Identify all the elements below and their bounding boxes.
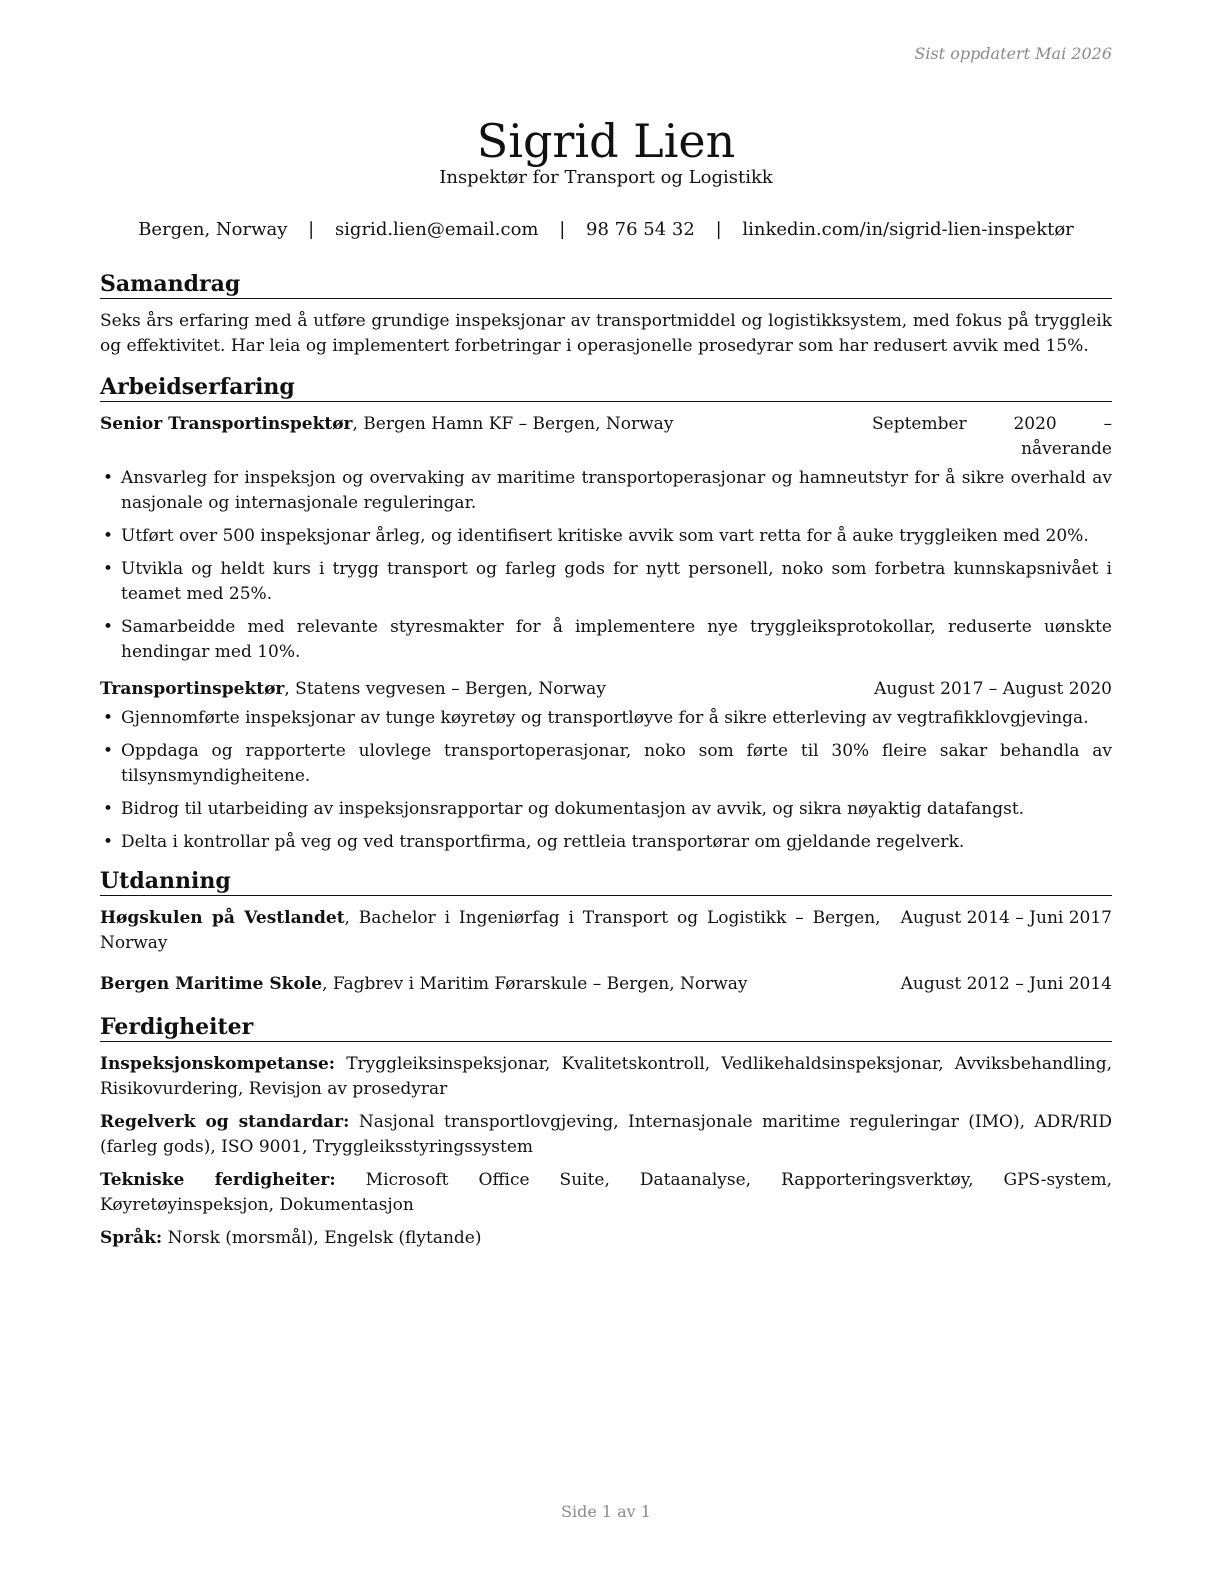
job-entry <box>100 677 1112 855</box>
job-header <box>100 412 1112 462</box>
experience-section <box>100 373 1112 855</box>
job-bullet: • Utvikla og heldt kurs i trygg transport og farleg gods for nytt personell, noko som forbetra kunnskapsnivået i teamet med 25%. <box>100 557 1112 607</box>
skill-label: Regelverk og standardar: <box>100 1112 350 1132</box>
candidate-title: Inspektør for Transport og Logistikk <box>439 167 773 188</box>
contact-linkedin[interactable]: linkedin.com/in/sigrid-lien-inspektør <box>742 219 1074 240</box>
job-bullet: • Utført over 500 inspeksjonar årleg, og identifisert kritiske avvik som vart retta for å auke tryggleiken med 20%. <box>100 524 1112 549</box>
job-employer: , Bergen Hamn KF – Bergen, Norway <box>352 414 674 434</box>
job-entry <box>100 412 1112 665</box>
skill-label: Inspeksjonskompetanse: <box>100 1054 336 1074</box>
last-updated-note: Sist oppdatert Mai 2026 <box>914 44 1112 63</box>
education-school <box>100 972 901 997</box>
resume-content <box>100 270 1112 1259</box>
job-role <box>100 412 872 437</box>
skills-section <box>100 1013 1112 1251</box>
skill-label: Tekniske ferdigheiter: <box>100 1170 336 1190</box>
skill-label: Språk: <box>100 1228 163 1248</box>
resume-page <box>100 0 1112 1584</box>
education-dates: August 2014 – Juni 2017 <box>900 908 1112 928</box>
job-role <box>100 677 874 702</box>
job-bullets <box>100 466 1112 665</box>
job-bullet: • Samarbeidde med relevante styresmakter for å implementere nye tryggleiksprotokollar, reduserte uønskte hendingar med 10%. <box>100 615 1112 665</box>
contact-separator: | <box>715 219 722 240</box>
job-bullet: • Bidrog til utarbeiding av inspeksjonsrapportar og dokumentasjon av avvik, og sikra nøyaktig datafangst. <box>100 797 1112 822</box>
contact-phone[interactable]: 98 76 54 32 <box>586 219 695 240</box>
skill-text: Tryggleiksinspeksjonar, Kvalitetskontroll, Vedlikehaldsinspeksjonar, Avviksbehandling, Risikovurdering, Revisjon av prosedyrar <box>100 1054 1112 1099</box>
skill-line <box>100 1052 1112 1102</box>
job-dates: August 2017 – August 2020 <box>874 679 1112 699</box>
contact-location: Bergen, Norway <box>138 219 288 240</box>
job-dates: September 2020 – nåverande <box>872 414 1112 459</box>
skill-text: Microsoft Office Suite, Dataanalyse, Rapporteringsverktøy, GPS-system, Køyretøyinspeksjon, Dokumentasjon <box>100 1170 1112 1215</box>
contact-line <box>100 219 1112 240</box>
job-bullet: • Oppdaga og rapporterte ulovlege transportoperasjonar, noko som førte til 30% fleire sakar behandla av tilsynsmyndigheitene. <box>100 739 1112 789</box>
candidate-name: Sigrid Lien <box>476 113 736 168</box>
page-number: Side 1 av 1 <box>561 1502 651 1521</box>
contact-separator: | <box>559 219 566 240</box>
school-name: Bergen Maritime Skole <box>100 974 323 994</box>
skill-line <box>100 1168 1112 1218</box>
education-entry <box>100 972 1112 997</box>
skill-text: Nasjonal transportlovgjeving, Internasjonale maritime reguleringar (IMO), ADR/RID (farleg gods), ISO 9001, Tryggleiksstyringssystem <box>100 1112 1112 1157</box>
contact-email[interactable]: sigrid.lien@email.com <box>334 219 539 240</box>
skill-text: Norsk (morsmål), Engelsk (flytande) <box>162 1228 482 1248</box>
job-bullet: • Delta i kontrollar på veg og ved transportfirma, og rettleia transportørar om gjeldande regelverk. <box>100 830 1112 855</box>
section-heading-experience: Arbeidserfaring <box>100 373 1112 402</box>
education-school <box>100 906 901 956</box>
section-heading-skills: Ferdigheiter <box>100 1013 1112 1042</box>
job-bullet: • Ansvarleg for inspeksjon og overvaking av maritime transportoperasjonar og hamneutstyr for å sikre overhald av nasjonale og internasjonale reguleringar. <box>100 466 1112 516</box>
section-heading-summary: Samandrag <box>100 270 1112 299</box>
contact-separator: | <box>308 219 315 240</box>
job-header <box>100 677 1112 702</box>
education-section <box>100 867 1112 997</box>
summary-section <box>100 270 1112 359</box>
education-dates: August 2012 – Juni 2014 <box>900 974 1112 994</box>
job-bullet: • Gjennomførte inspeksjonar av tunge køyretøy og transportløyve for å sikre etterleving av vegtrafikklovgjevinga. <box>100 706 1112 731</box>
education-entry <box>100 906 1112 956</box>
degree-text: , Bachelor i Ingeniørfag i Transport og Logistikk – Bergen, Norway <box>100 908 881 953</box>
job-bullets <box>100 706 1112 855</box>
summary-text: Seks års erfaring med å utføre grundige inspeksjonar av transportmiddel og logistikksystem, med fokus på tryggleik og effektivitet. Har leia og implementert forbetringar i operasjonelle prosedyrar som har redusert avvik med 15%. <box>100 311 1112 356</box>
job-employer: , Statens vegvesen – Bergen, Norway <box>284 679 606 699</box>
job-title: Transportinspektør <box>100 679 285 699</box>
skill-line <box>100 1110 1112 1160</box>
section-heading-education: Utdanning <box>100 867 1112 896</box>
school-name: Høgskulen på Vestlandet <box>100 908 345 928</box>
degree-text: , Fagbrev i Maritim Førarskule – Bergen, Norway <box>322 974 748 994</box>
skill-line <box>100 1226 1112 1251</box>
job-title: Senior Transportinspektør <box>100 414 353 434</box>
